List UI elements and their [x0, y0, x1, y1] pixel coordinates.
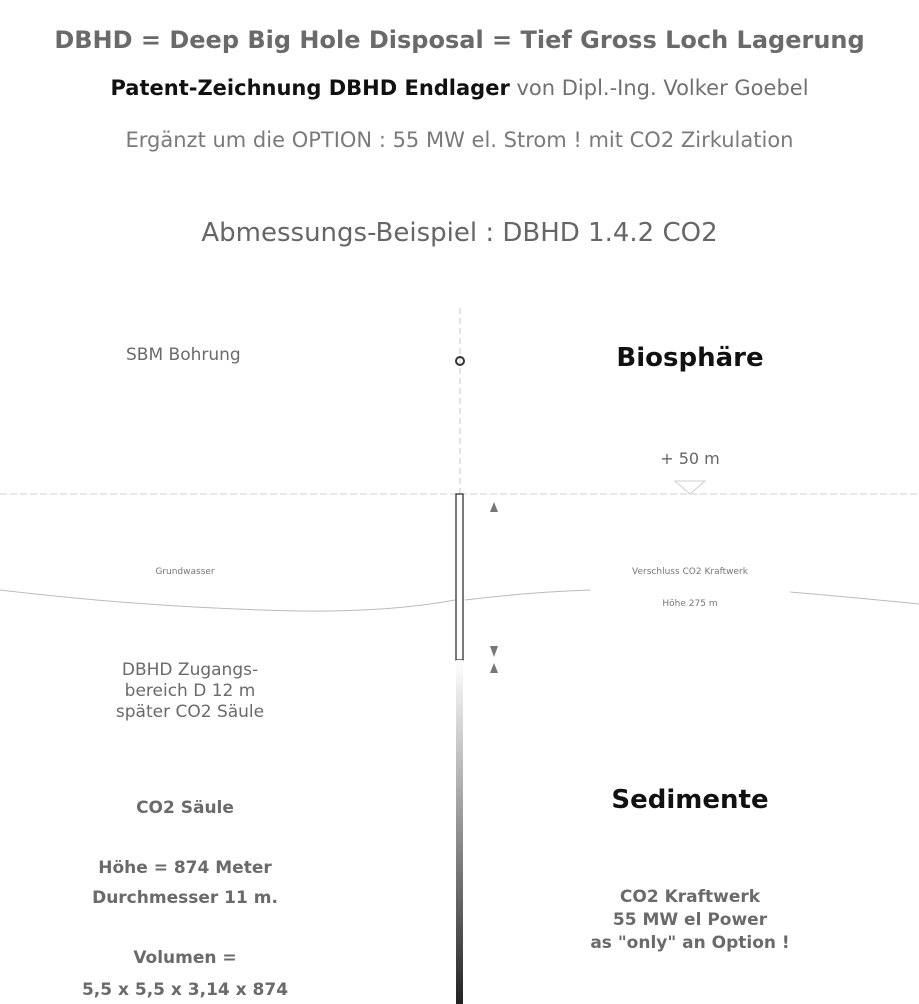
sediments-label: Sedimente: [611, 785, 769, 815]
groundwater-label: Grundwasser: [155, 567, 215, 577]
biosphere-label: Biosphäre: [616, 343, 764, 373]
closure-plug: [456, 494, 463, 660]
access-line-2: bereich D 12 m: [124, 681, 256, 701]
elevation-label: + 50 m: [660, 449, 720, 468]
patent-title: Patent-Zeichnung DBHD Endlager: [110, 76, 510, 100]
elevation-marker: [675, 481, 705, 494]
option-line: Ergänzt um die OPTION : 55 MW el. Strom ! mit CO2 Zirkulation: [125, 128, 794, 152]
plant-line-1: CO2 Kraftwerk: [619, 887, 761, 907]
closure-label: Verschluss CO2 Kraftwerk: [632, 567, 748, 577]
access-line-1: DBHD Zugangs-: [121, 660, 259, 680]
access-area-label: [60, 660, 320, 723]
co2-column: [456, 660, 463, 1004]
example-title: Abmessungs-Beispiel : DBHD 1.4.2 CO2: [201, 218, 718, 248]
access-line-3: später CO2 Säule: [115, 702, 265, 722]
column-diameter: Durchmesser 11 m.: [92, 888, 278, 908]
volume-label: Volumen =: [133, 948, 237, 968]
arrow-down-mid: [490, 646, 498, 657]
arrow-up-top: [490, 502, 498, 512]
plant-line-2: 55 MW el Power: [612, 910, 768, 930]
groundwater-line-right: [465, 590, 590, 600]
arrow-up-mid: [490, 663, 498, 673]
volume-calc: 5,5 x 5,5 x 3,14 x 874: [81, 980, 289, 1000]
groundwater-line-left: [0, 590, 455, 611]
plant-line-3: as "only" an Option !: [590, 933, 790, 953]
document-title: DBHD = Deep Big Hole Disposal = Tief Gross Loch Lagerung: [54, 26, 865, 54]
groundwater-line-far-right: [790, 592, 919, 604]
sbm-label: SBM Bohrung: [126, 345, 241, 365]
closure-height-label: Höhe 275 m: [662, 599, 718, 609]
patent-author: von Dipl.-Ing. Volker Goebel: [509, 76, 809, 100]
column-title: CO2 Säule: [136, 798, 234, 818]
power-plant-label: [560, 886, 820, 955]
column-height: Höhe = 874 Meter: [98, 858, 272, 878]
